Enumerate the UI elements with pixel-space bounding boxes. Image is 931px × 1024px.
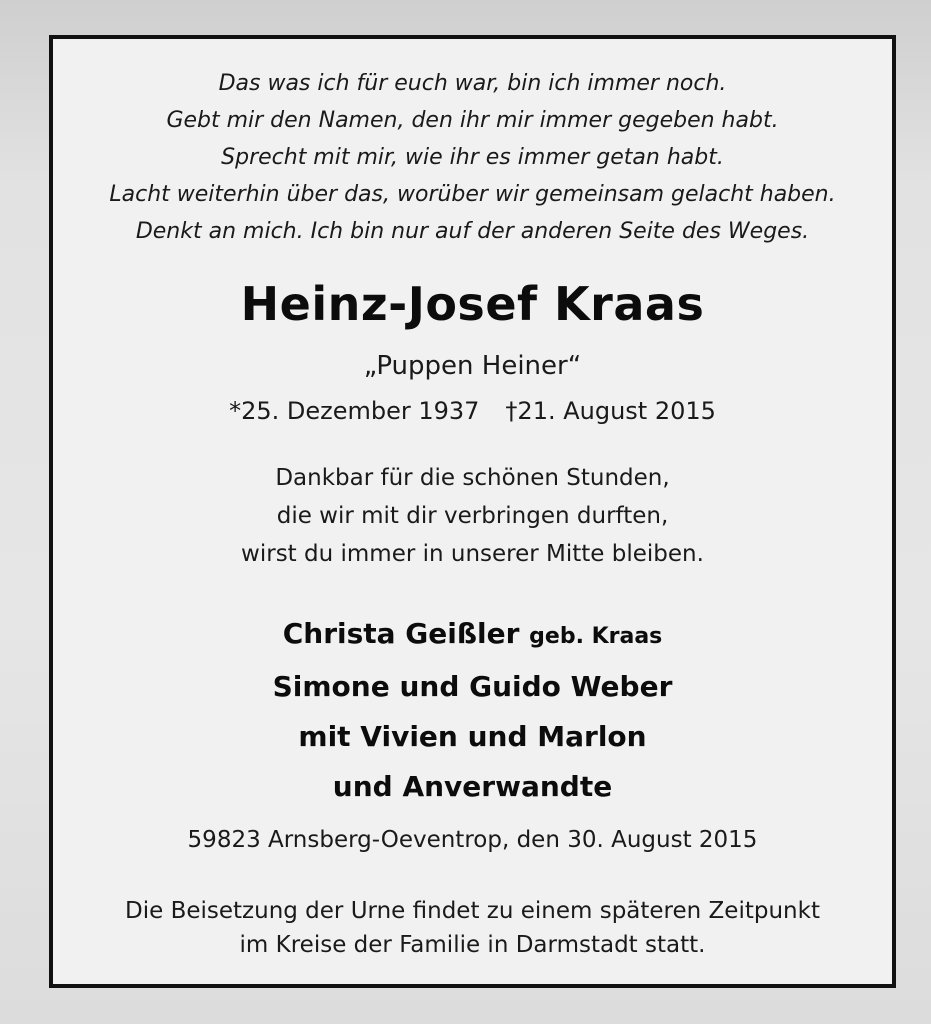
poem <box>53 65 892 250</box>
poem-line: Denkt an mich. Ich bin nur auf der anderen Seite des Weges. <box>135 219 810 244</box>
thanks-line: die wir mit dir verbringen durften, <box>276 503 669 529</box>
poem-line: Lacht weiterhin über das, worüber wir gemeinsam gelacht haben. <box>109 182 836 207</box>
burial-line: Die Beisetzung der Urne findet zu einem späteren Zeitpunkt <box>125 898 820 924</box>
death-date: †21. August 2015 <box>505 397 716 425</box>
deceased-nickname: „Puppen Heiner“ <box>363 351 582 381</box>
mourners <box>53 609 892 812</box>
thanks-line: Dankbar für die schönen Stunden, <box>275 465 670 491</box>
burial-line: im Kreise der Familie in Darmstadt statt. <box>239 932 706 958</box>
thanks-line: wirst du immer in unserer Mitte bleiben. <box>241 541 704 567</box>
poem-line: Gebt mir den Namen, den ihr mir immer gegeben habt. <box>166 108 779 133</box>
mourner-name: Christa Geißler <box>282 617 520 650</box>
poem-line: Sprecht mit mir, wie ihr es immer getan habt. <box>221 145 724 170</box>
poem-line: Das was ich für euch war, bin ich immer noch. <box>218 71 727 96</box>
mourner-line: Simone und Guido Weber <box>272 670 673 703</box>
place-and-date: 59823 Arnsberg-Oeventrop, den 30. August 2015 <box>187 827 758 853</box>
maiden-name: geb. Kraas <box>529 624 663 649</box>
life-dates <box>53 397 892 425</box>
burial-notice <box>53 894 892 962</box>
deceased-name: Heinz-Josef Kraas <box>240 277 705 331</box>
mourner-line <box>53 609 892 662</box>
birth-date: *25. Dezember 1937 <box>229 397 480 425</box>
obituary-notice <box>49 35 896 988</box>
thanks-text <box>53 459 892 573</box>
mourner-line: und Anverwandte <box>332 770 613 803</box>
mourner-line: mit Vivien und Marlon <box>298 720 647 753</box>
